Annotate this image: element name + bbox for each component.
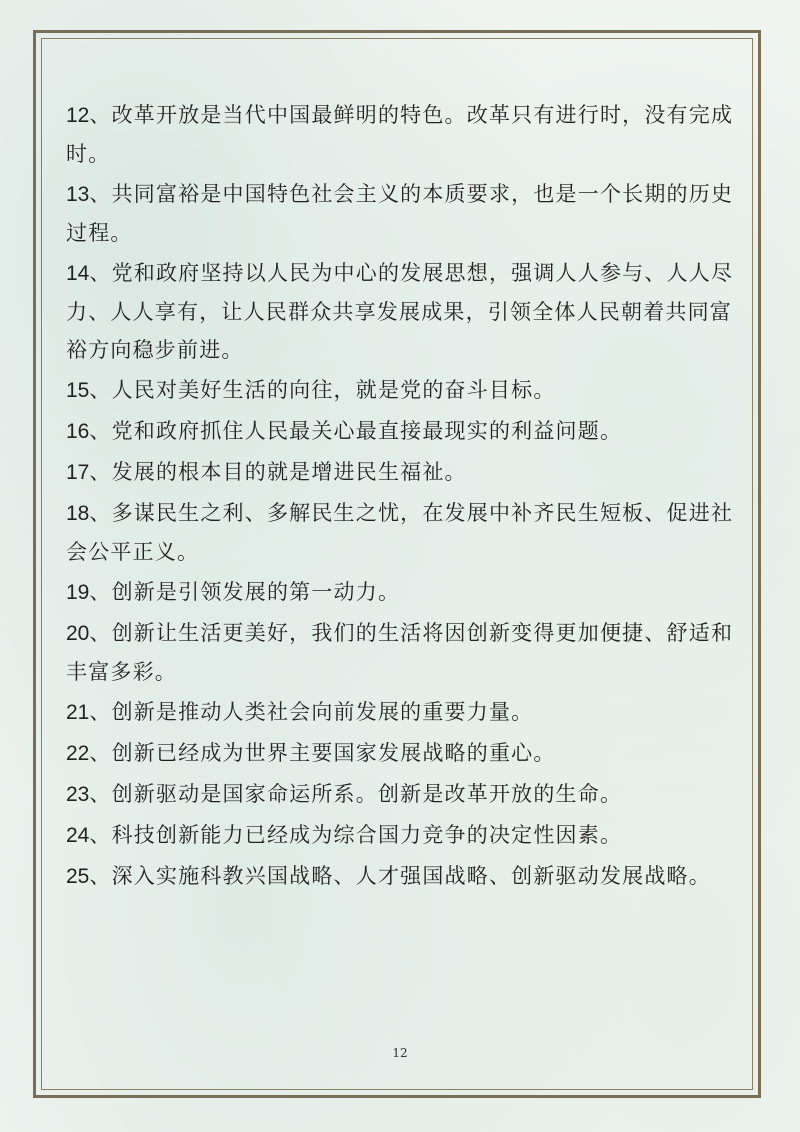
- item-number: 12: [66, 104, 90, 127]
- item-number: 21: [66, 701, 90, 724]
- item-text: 创新是引领发展的第一动力。: [111, 580, 401, 604]
- item-separator: 、: [89, 700, 112, 724]
- list-item: [66, 254, 734, 369]
- item-separator: 、: [89, 501, 112, 525]
- list-item: [66, 96, 734, 173]
- item-text: 党和政府抓住人民最关心最直接最现实的利益问题。: [111, 419, 623, 443]
- list-item: [66, 573, 734, 612]
- item-separator: 、: [89, 182, 112, 206]
- item-separator: 、: [89, 741, 112, 765]
- list-item: [66, 693, 734, 732]
- list-item: [66, 614, 734, 691]
- item-text: 党和政府坚持以人民为中心的发展思想，强调人人参与、人人尽力、人人享有，让人民群众共享发展成果，引领全体人民朝着共同富裕方向稳步前进。: [66, 261, 734, 362]
- item-number: 18: [66, 502, 90, 525]
- item-text: 改革开放是当代中国最鲜明的特色。改革只有进行时，没有完成时。: [66, 103, 734, 166]
- item-separator: 、: [89, 864, 112, 888]
- item-separator: 、: [89, 580, 112, 604]
- item-number: 15: [66, 379, 90, 402]
- item-number: 14: [66, 262, 90, 285]
- item-text: 多谋民生之利、多解民生之忧，在发展中补齐民生短板、促进社会公平正义。: [66, 501, 734, 564]
- list-item: [66, 775, 734, 814]
- list-item: [66, 857, 734, 896]
- list-item: [66, 175, 734, 252]
- item-number: 25: [66, 865, 90, 888]
- item-number: 13: [66, 183, 90, 206]
- item-number: 19: [66, 581, 90, 604]
- item-text: 深入实施科教兴国战略、人才强国战略、创新驱动发展战略。: [111, 864, 711, 888]
- item-number: 16: [66, 420, 90, 443]
- list-item: [66, 371, 734, 410]
- item-number: 17: [66, 461, 90, 484]
- item-text: 人民对美好生活的向往，就是党的奋斗目标。: [111, 378, 556, 402]
- item-text: 共同富裕是中国特色社会主义的本质要求，也是一个长期的历史过程。: [66, 182, 734, 245]
- item-text: 创新已经成为世界主要国家发展战略的重心。: [111, 741, 556, 765]
- item-separator: 、: [89, 261, 112, 285]
- item-text: 创新驱动是国家命运所系。创新是改革开放的生命。: [111, 782, 623, 806]
- statement-list: [66, 96, 734, 898]
- list-item: [66, 453, 734, 492]
- page-number: 12: [392, 1046, 408, 1060]
- item-number: 22: [66, 742, 90, 765]
- item-separator: 、: [89, 103, 112, 127]
- item-separator: 、: [89, 782, 112, 806]
- item-separator: 、: [89, 621, 112, 645]
- list-item: [66, 816, 734, 855]
- item-text: 创新是推动人类社会向前发展的重要力量。: [111, 700, 534, 724]
- item-separator: 、: [89, 460, 112, 484]
- item-text: 创新让生活更美好，我们的生活将因创新变得更加便捷、舒适和丰富多彩。: [66, 621, 734, 684]
- item-text: 科技创新能力已经成为综合国力竞争的决定性因素。: [111, 823, 623, 847]
- item-separator: 、: [89, 419, 112, 443]
- item-separator: 、: [89, 823, 112, 847]
- item-separator: 、: [89, 378, 112, 402]
- list-item: [66, 412, 734, 451]
- item-number: 24: [66, 824, 90, 847]
- item-number: 23: [66, 783, 90, 806]
- item-text: 发展的根本目的就是增进民生福祉。: [111, 460, 467, 484]
- list-item: [66, 494, 734, 571]
- item-number: 20: [66, 622, 90, 645]
- list-item: [66, 734, 734, 773]
